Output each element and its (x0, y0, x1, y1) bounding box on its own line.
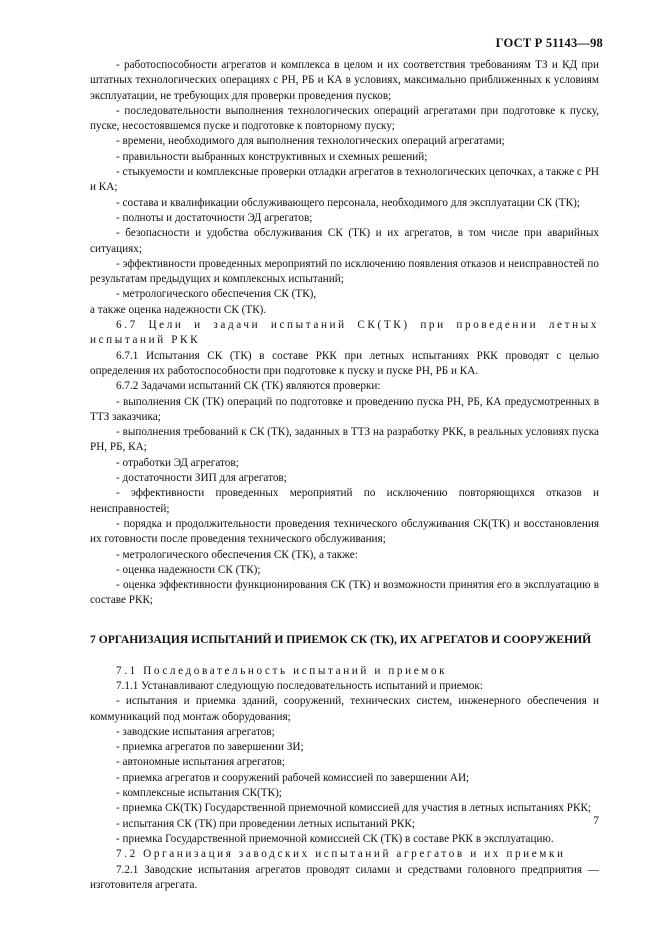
paragraph: 7.2 Организация заводских испытаний агрегатов и их приемки (116, 848, 566, 861)
paragraph: - приемка агрегатов и сооружений рабочей комиссией по завершении АИ; (116, 771, 470, 784)
paragraph: 7.2.1 Заводские испытания агрегатов проводят силами и средствами головного предприятия — изготовителя агрегата. (90, 863, 599, 891)
paragraph: 7.1.1 Устанавливают следующую последовательность испытаний и приемок: (116, 679, 483, 692)
paragraph: - метрологического обеспечения СК (ТК), а также: (116, 548, 358, 561)
paragraph: - выполнения СК (ТК) операций по подготовке и проведению пуска РН, РБ, КА предусмотренных в ТТЗ заказчика; (90, 395, 599, 423)
paragraph: - отработки ЭД агрегатов; (116, 456, 239, 469)
paragraph: - эффективности проведенных мероприятий по исключению повторяющихся отказов и неисправностей; (90, 487, 599, 515)
paragraph: - автономные испытания агрегатов; (116, 756, 286, 769)
paragraph: - правильности выбранных конструктивных и схемных решений; (116, 150, 428, 163)
page-body (90, 58, 599, 893)
paragraph: 6.7.2 Задачами испытаний СК (ТК) являются проверки: (116, 380, 381, 393)
paragraph: 6.7.1 Испытания СК (ТК) в составе РКК при летных испытаниях РКК проводят с целью определения их работоспособности при подготовке к пуску и пуске РН, РБ и КА. (90, 349, 599, 377)
section-heading: 7 ОРГАНИЗАЦИЯ ИСПЫТАНИЙ И ПРИЕМОК СК (ТК), ИХ АГРЕГАТОВ И СООРУЖЕНИЙ (90, 632, 592, 646)
paragraph: - приемка агрегатов по завершении ЗИ; (116, 741, 304, 754)
paragraph: - порядка и продолжительности проведения технического обслуживания СК(ТК) и восстановления их готовности после проведения технического обслуживания; (90, 517, 599, 546)
paragraph: - выполнения требований к СК (ТК), заданных в ТТЗ на разработку РКК, в реальных условиях пуска РН, РБ, КА; (90, 426, 599, 454)
paragraph: - последовательности выполнения технологических операций агрегатами при подготовке к пуску, пуске, несостоявшемся пуске и подготовке к повторному пуску; (90, 104, 599, 133)
page-number: 7 (593, 815, 599, 827)
paragraph: 7.1 Последовательность испытаний и приемок (116, 664, 448, 677)
paragraph: - достаточности ЗИП для агрегатов; (116, 472, 287, 485)
paragraph: - приемка СК(ТК) Государственной приемочной комиссией для участия в летных испытаниях РКК; (116, 802, 592, 815)
paragraph: - безопасности и удобства обслуживания СК (ТК) и их агрегатов, в том числе при аварийных ситуациях; (90, 227, 599, 255)
paragraph: - времени, необходимого для выполнения технологических операций агрегатами; (116, 135, 505, 148)
paragraph: - состава и квалификации обслуживающего персонала, необходимого для эксплуатации СК (ТК); (116, 196, 580, 209)
document-header: ГОСТ Р 51143—98 (495, 36, 603, 50)
paragraph: а также оценка надежности СК (ТК). (90, 303, 267, 316)
paragraph: - полноты и достаточности ЭД агрегатов; (116, 211, 313, 224)
paragraph: - испытания и приемка зданий, сооружений, технических систем, инженерного обеспечения и коммуникаций под монтаж оборудования; (90, 695, 599, 723)
paragraph: - метрологического обеспечения СК (ТК), (116, 288, 317, 301)
paragraph: 6.7 Цели и задачи испытаний СК(ТК) при проведении летных испытаний РКК (90, 319, 599, 347)
paragraph: - приемка Государственной приемочной комиссией СК (ТК) в составе РКК в эксплуатацию. (116, 832, 554, 845)
paragraph: - эффективности проведенных мероприятий по исключению появления отказов и неисправностей по результатам предыдущих и комплексных испытаний; (90, 257, 599, 286)
paragraph: - работоспособности агрегатов и комплекса в целом и их соответствия требованиям ТЗ и КД при штатных технологических операциях с РН, РБ и КА в условиях, максимально приближенных к условиям эксплуатации, не требующих для проверки проведения пусков; (90, 59, 599, 102)
paragraph: - испытания СК (ТК) при проведении летных испытаний РКК; (116, 817, 415, 830)
paragraph: - заводские испытания агрегатов; (116, 725, 275, 738)
paragraph: - оценка надежности СК (ТК); (116, 563, 261, 576)
paragraph: - комплексные испытания СК(ТК); (116, 787, 282, 800)
paragraph: - оценка эффективности функционирования СК (ТК) и возможности принятия его в эксплуатацию в составе РКК; (90, 579, 599, 607)
paragraph: - стыкуемости и комплексные проверки отладки агрегатов в технологических цепочках, а также с РН и КА; (90, 166, 599, 194)
